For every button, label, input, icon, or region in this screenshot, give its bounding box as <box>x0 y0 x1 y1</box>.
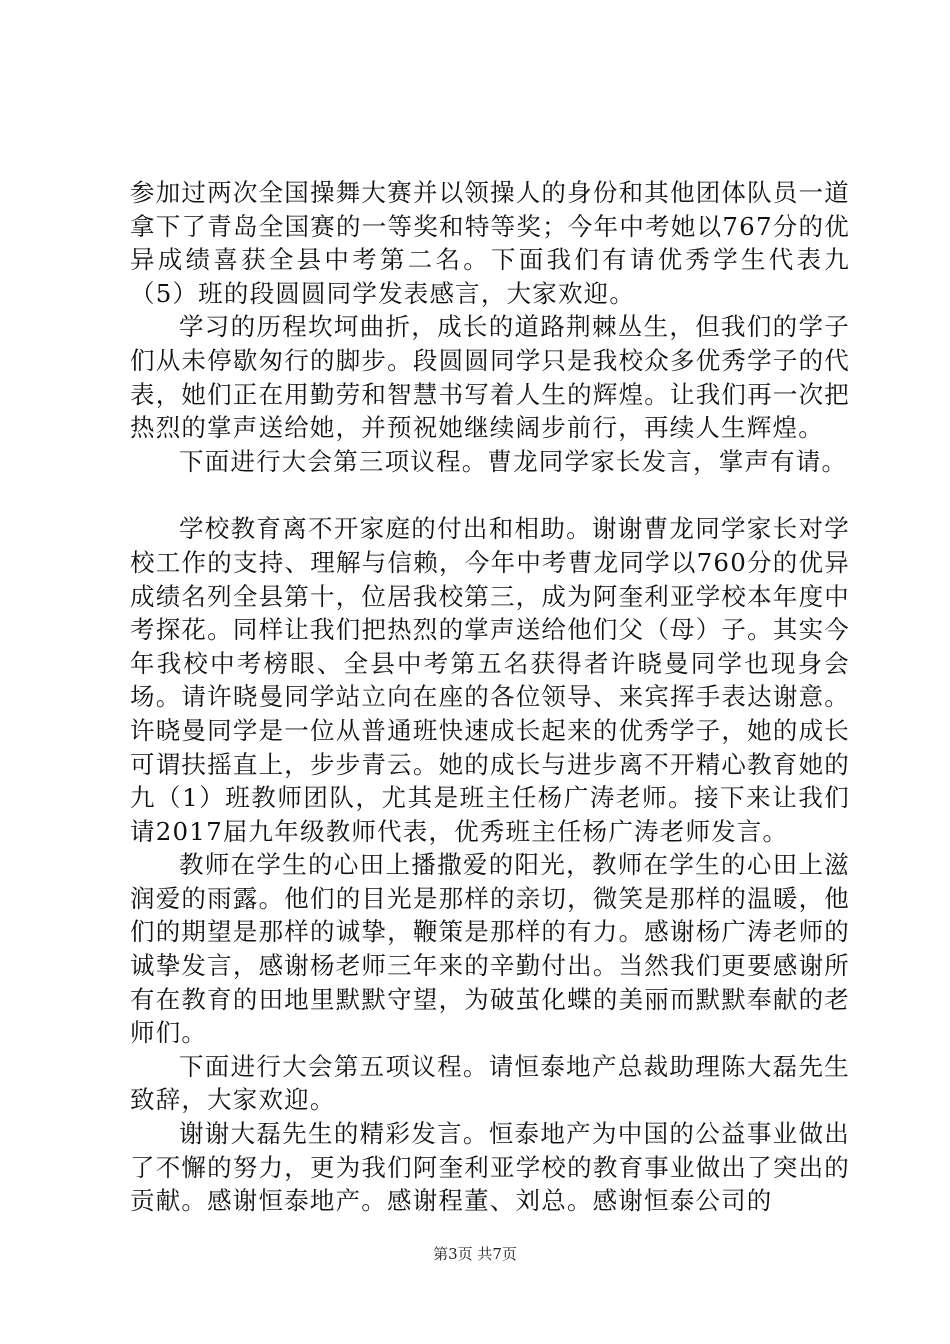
paragraph: 教师在学生的心田上播撒爱的阳光，教师在学生的心田上滋润爱的雨露。他们的目光是那样的亲切，微笑是那样的温暖，他们的期望是那样的诚挚，鞭策是那样的有力。感谢杨广涛老师的诚挚发言，感谢杨老师三年来的辛勤付出。当然我们更要感谢所有在教育的田地里默默守望，为破茧化蝶的美丽而默默奉献的老师们。 <box>130 850 850 1048</box>
page-footer <box>0 1244 950 1264</box>
paragraph: 学校教育离不开家庭的付出和相助。谢谢曹龙同学家长对学校工作的支持、理解与信赖，今年中考曹龙同学以760分的优异成绩名列全县第十，位居我校第三，成为阿奎利亚学校本年度中考探花。同样让我们把热烈的掌声送给他们父（母）子。其实今年我校中考榜眼、全县中考第五名获得者许晓曼同学也现身会场。请许晓曼同学站立向在座的各位领导、来宾挥手表达谢意。许晓曼同学是一位从普通班快速成长起来的优秀学子，她的成长可谓扶摇直上，步步青云。她的成长与进步离不开精心教育她的九（1）班教师团队，尤其是班主任杨广涛老师。接下来让我们请2017届九年级教师代表，优秀班主任杨广涛老师发言。 <box>130 514 850 846</box>
document-body <box>130 176 850 1218</box>
paragraph: 下面进行大会第三项议程。曹龙同学家长发言，掌声有请。 <box>179 446 848 476</box>
blank-line <box>130 478 850 512</box>
page-number-label: 第3页 共7页 <box>433 1245 517 1263</box>
paragraph: 下面进行大会第五项议程。请恒泰地产总裁助理陈大磊先生致辞，大家欢迎。 <box>130 1051 850 1115</box>
paragraph: 谢谢大磊先生的精彩发言。恒泰地产为中国的公益事业做出了不懈的努力，更为我们阿奎利亚学校的教育事业做出了突出的贡献。感谢恒泰地产。感谢程董、刘总。感谢恒泰公司的 <box>130 1119 850 1216</box>
paragraph: 学习的历程坎坷曲折，成长的道路荆棘丛生，但我们的学子们从未停歇匆行的脚步。段圆圆同学只是我校众多优秀学子的代表，她们正在用勤劳和智慧书写着人生的辉煌。让我们再一次把热烈的掌声送给她，并预祝她继续阔步前行，再续人生辉煌。 <box>130 312 850 443</box>
paragraph-continued: 参加过两次全国操舞大赛并以领操人的身份和其他团体队员一道拿下了青岛全国赛的一等奖和特等奖；今年中考她以767分的优异成绩喜获全县中考第二名。下面我们有请优秀学生代表九（5）班的段圆圆同学发表感言，大家欢迎。 <box>130 178 850 308</box>
